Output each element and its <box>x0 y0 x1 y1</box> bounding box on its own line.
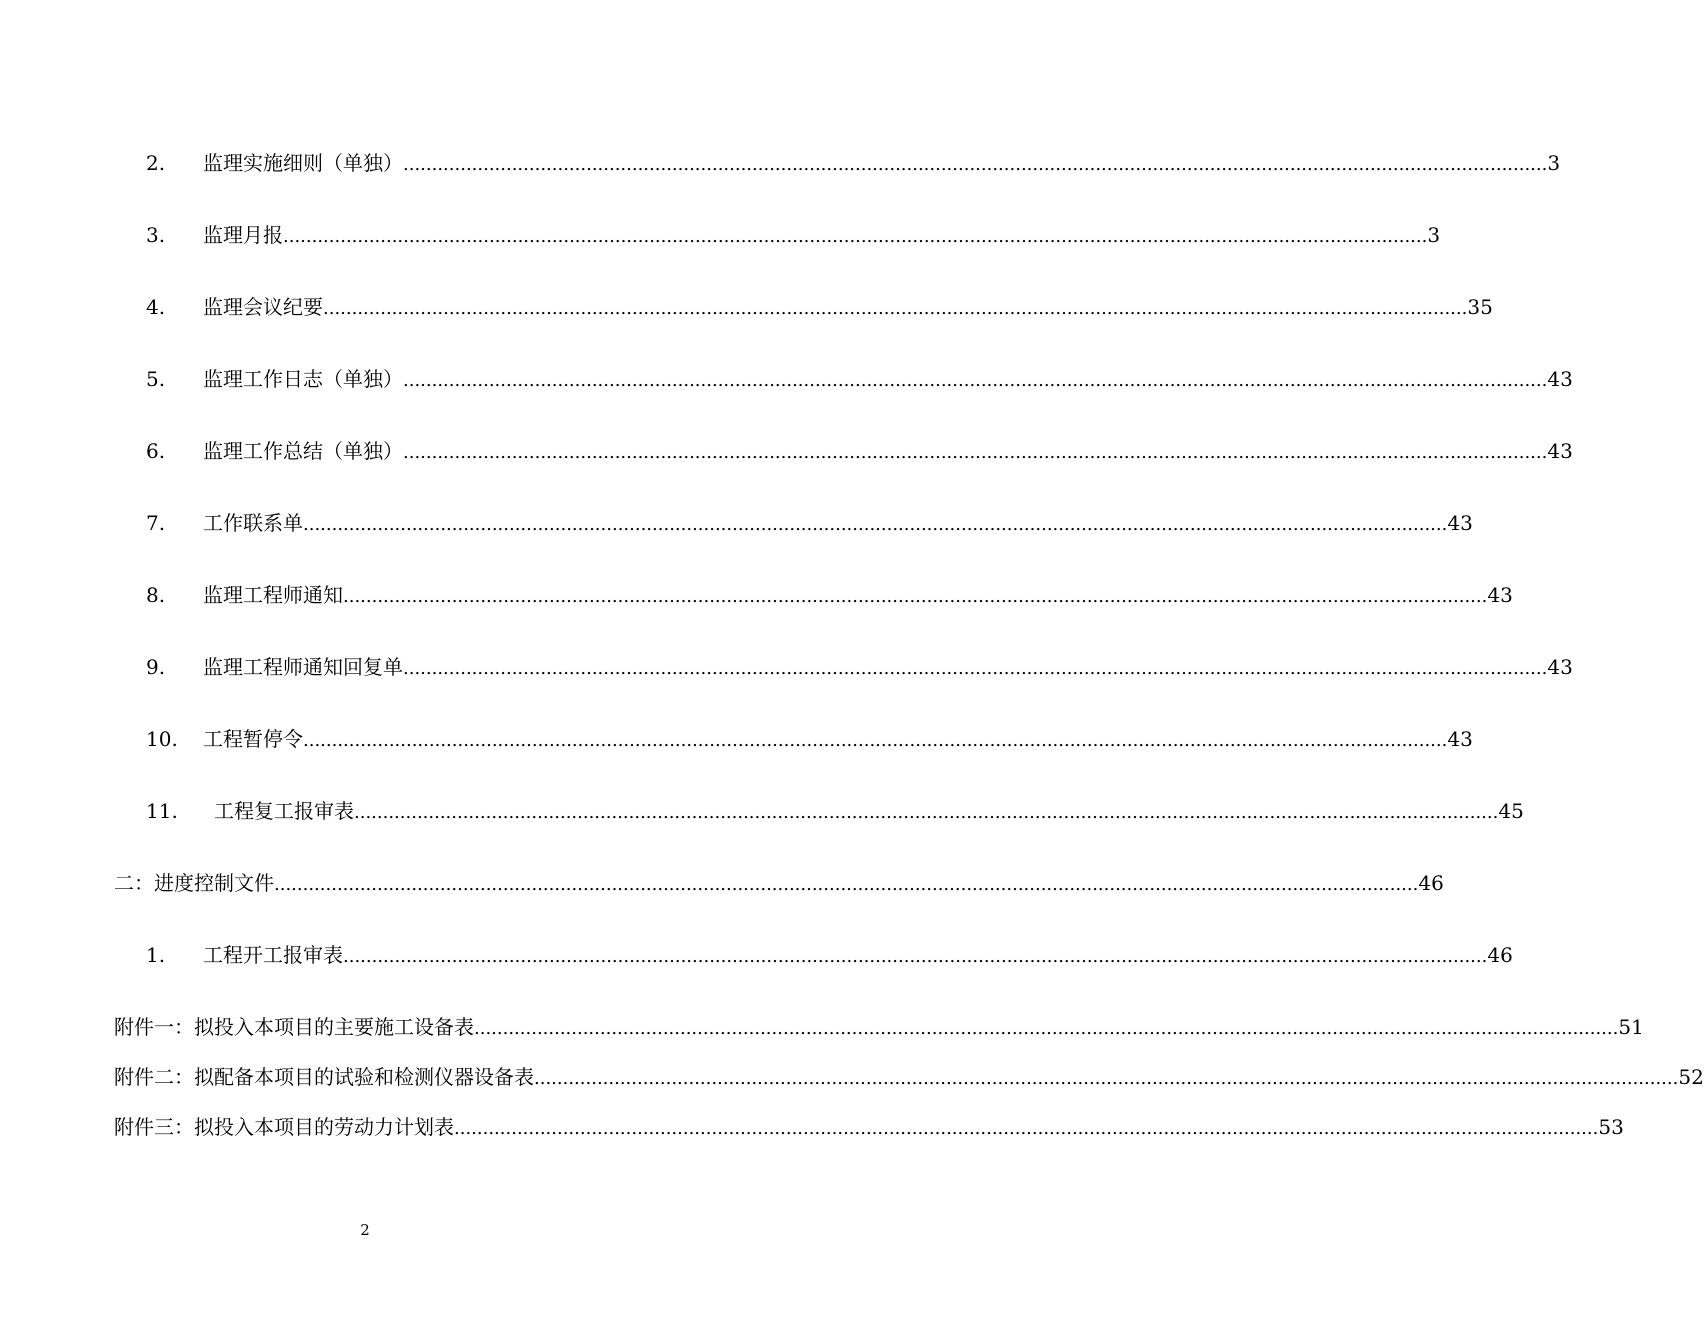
toc-leader-dots: ........................................................................................................................................................................................................ <box>343 586 1488 607</box>
toc-entry[interactable] <box>0 1062 1704 1092</box>
toc-entry-number: 8. <box>146 583 166 607</box>
toc-entry-title: 监理工程师通知回复单 <box>203 655 403 679</box>
page-number: 2 <box>360 1221 370 1239</box>
toc-entry[interactable] <box>0 364 1573 394</box>
toc-entry[interactable] <box>0 796 1524 826</box>
toc-leader-dots: ........................................................................................................................................................................................................ <box>274 874 1419 895</box>
toc-leader-dots: ........................................................................................................................................................................................................ <box>303 730 1448 751</box>
toc-entry-number: 7. <box>146 511 166 535</box>
toc-entry-title: 工程暂停令 <box>203 727 303 751</box>
toc-entry-page: 43 <box>1547 655 1573 679</box>
toc-leader-dots: ........................................................................................................................................................................................................ <box>403 658 1548 679</box>
toc-leader-dots: ........................................................................................................................................................................................................ <box>323 298 1468 319</box>
toc-leader-dots: ........................................................................................................................................................................................................ <box>403 442 1548 463</box>
toc-entry-number: 5. <box>146 367 166 391</box>
toc-leader-dots: ........................................................................................................................................................................................................ <box>354 802 1499 823</box>
toc-entry-page: 43 <box>1547 367 1573 391</box>
toc-entry-number: 4. <box>146 295 166 319</box>
toc-entry[interactable] <box>0 652 1573 682</box>
toc-entry[interactable] <box>0 508 1473 538</box>
toc-leader-dots: ........................................................................................................................................................................................................ <box>303 514 1448 535</box>
toc-entry-title: 工作联系单 <box>203 511 303 535</box>
toc-entry[interactable] <box>0 868 1444 898</box>
toc-leader-dots: ........................................................................................................................................................................................................ <box>534 1068 1679 1089</box>
toc-entry-number: 9. <box>146 655 166 679</box>
toc-entry-number: 10. <box>146 727 178 751</box>
toc-entry-title: 监理工作日志（单独） <box>203 367 403 391</box>
toc-leader-dots: ........................................................................................................................................................................................................ <box>283 226 1428 247</box>
toc-entry-number: 11. <box>146 799 178 823</box>
toc-entry-number: 6. <box>146 439 166 463</box>
toc-entry[interactable] <box>0 1112 1624 1142</box>
toc-entry[interactable] <box>0 940 1513 970</box>
toc-entry-title: 工程复工报审表 <box>214 799 354 823</box>
toc-entry-title: 监理工程师通知 <box>203 583 343 607</box>
toc-entry-page: 52 <box>1678 1065 1704 1089</box>
toc-entry[interactable] <box>0 436 1573 466</box>
toc-leader-dots: ........................................................................................................................................................................................................ <box>454 1118 1599 1139</box>
toc-entry-page: 45 <box>1498 799 1524 823</box>
toc-entry-page: 3 <box>1427 223 1441 247</box>
toc-leader-dots: ........................................................................................................................................................................................................ <box>343 946 1488 967</box>
toc-entry[interactable] <box>0 580 1513 610</box>
toc-entry-page: 43 <box>1547 439 1573 463</box>
toc-entry-page: 3 <box>1547 151 1561 175</box>
toc-entry[interactable] <box>0 724 1473 754</box>
toc-leader-dots: ........................................................................................................................................................................................................ <box>403 370 1548 391</box>
toc-entry[interactable] <box>0 1012 1644 1042</box>
toc-entry-page: 53 <box>1598 1115 1624 1139</box>
toc-entry-page: 35 <box>1467 295 1493 319</box>
toc-entry[interactable] <box>0 148 1561 178</box>
toc-entry-page: 43 <box>1447 511 1473 535</box>
toc-entry[interactable] <box>0 220 1441 250</box>
toc-entry-title: 监理工作总结（单独） <box>203 439 403 463</box>
toc-entry-title: 监理实施细则（单独） <box>203 151 403 175</box>
toc-entry-title: 监理月报 <box>203 223 283 247</box>
toc-entry-title: 监理会议纪要 <box>203 295 323 319</box>
toc-entry-page: 46 <box>1418 871 1444 895</box>
toc-leader-dots: ........................................................................................................................................................................................................ <box>403 154 1548 175</box>
toc-entry-page: 43 <box>1447 727 1473 751</box>
toc-entry-number: 1. <box>146 943 166 967</box>
toc-entry-page: 51 <box>1618 1015 1644 1039</box>
toc-entry-page: 43 <box>1487 583 1513 607</box>
toc-entry-number: 3. <box>146 223 166 247</box>
toc-entry-title: 工程开工报审表 <box>203 943 343 967</box>
toc-entry-number: 2. <box>146 151 166 175</box>
toc-entry-title: 附件三：拟投入本项目的劳动力计划表 <box>114 1115 454 1139</box>
toc-entry-title: 附件二：拟配备本项目的试验和检测仪器设备表 <box>114 1065 534 1089</box>
toc-entry-title: 二：进度控制文件 <box>114 871 274 895</box>
toc-entry-page: 46 <box>1487 943 1513 967</box>
toc-entry[interactable] <box>0 292 1493 322</box>
toc-leader-dots: ........................................................................................................................................................................................................ <box>474 1018 1619 1039</box>
toc-entry-title: 附件一：拟投入本项目的主要施工设备表 <box>114 1015 474 1039</box>
